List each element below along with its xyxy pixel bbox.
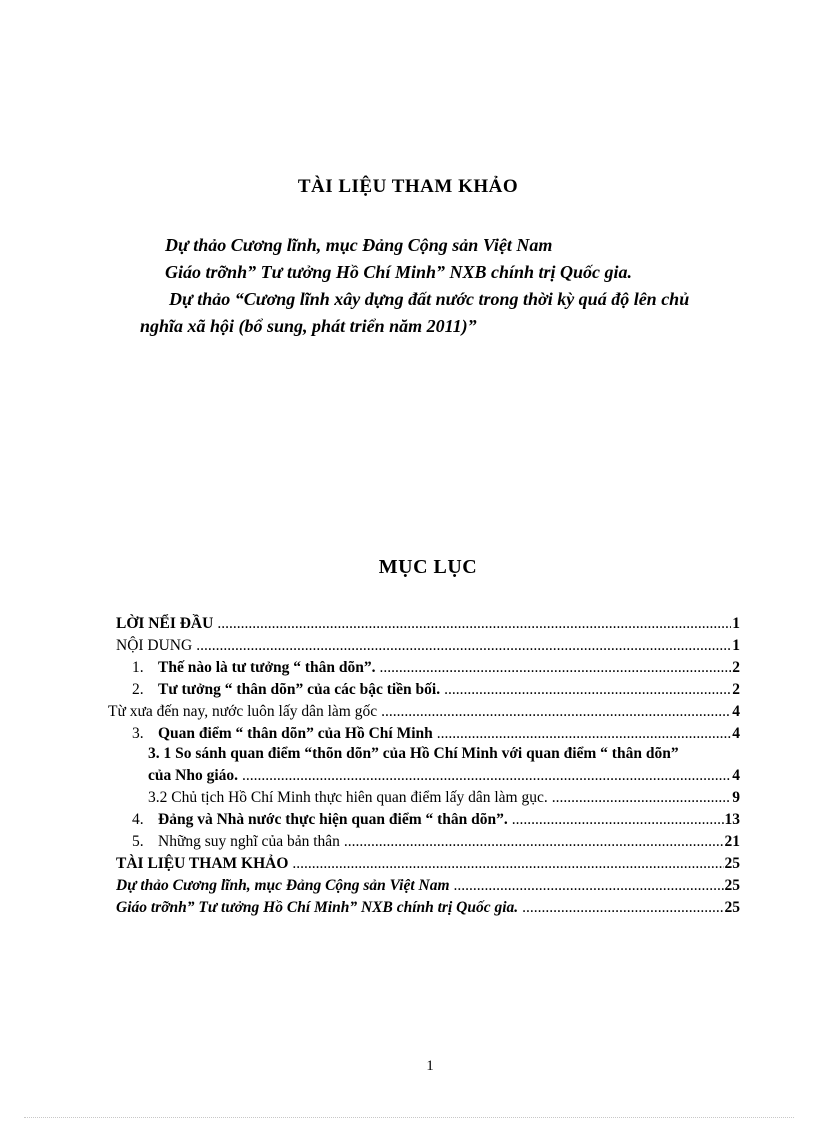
toc-leader-dots: [437, 724, 731, 744]
toc-entry-1[interactable]: [132, 658, 740, 678]
toc-entry-reference-1[interactable]: [116, 876, 740, 896]
toc-leader-dots: [454, 876, 724, 896]
reference-item-3: Dự thảo “Cương lĩnh xây dựng đất nước trong thời kỳ quá độ lên chủ: [169, 289, 690, 309]
page-bottom-divider: [24, 1117, 794, 1118]
toc-entry-text: Đảng và Nhà nước thực hiện quan điểm “ thân dõn”.: [158, 811, 508, 828]
toc-leader-dots: [381, 702, 731, 722]
toc-entry-text: Dự thảo Cương lĩnh, mục Đảng Cộng sản Việt Nam: [116, 877, 450, 894]
references-heading: TÀI LIỆU THAM KHẢO: [297, 176, 519, 197]
toc-entry-page: 4: [732, 767, 740, 784]
toc-entry-4[interactable]: [132, 810, 740, 830]
toc-entry-page: 1: [732, 637, 740, 654]
toc-leader-dots: [344, 832, 724, 852]
toc-entry-page: 13: [724, 811, 740, 828]
toc-entry-number: 4.: [132, 811, 144, 828]
toc-entry-text: LỜI NỂI ĐẦU: [116, 615, 214, 632]
toc-heading: MỤC LỤC: [378, 556, 478, 578]
toc-entry-page: 1: [732, 615, 740, 632]
toc-entry-number: 5.: [132, 833, 144, 850]
toc-entry-page: 25: [724, 877, 740, 894]
reference-item-2: Giáo trỡnh” Tư tưởng Hồ Chí Minh” NXB chính trị Quốc gia.: [165, 262, 633, 282]
toc-entry-number: 3.: [132, 725, 144, 742]
toc-entry-text: 3.2 Chủ tịch Hồ Chí Minh thực hiên quan điểm lấy dân làm gục.: [148, 789, 548, 806]
toc-entry-reference-2[interactable]: [116, 898, 740, 918]
toc-entry-page: 4: [732, 725, 740, 742]
toc-entry-text: Từ xưa đến nay, nước luôn lấy dân làm gốc: [108, 703, 378, 720]
toc-leader-dots: [512, 810, 724, 830]
reference-item-1: Dự thảo Cương lĩnh, mục Đảng Cộng sản Việt Nam: [165, 235, 553, 255]
toc-entry-text: TÀI LIỆU THAM KHẢO: [116, 855, 289, 872]
toc-entry-text: Tư tưởng “ thân dõn” của các bậc tiền bối.: [158, 681, 441, 698]
toc-entry-page: 25: [724, 855, 740, 872]
toc-leader-dots: [196, 636, 731, 656]
toc-entry-text: Những suy nghĩ của bản thân: [158, 833, 340, 850]
toc-leader-dots: [522, 898, 723, 918]
toc-entry-intro[interactable]: [116, 614, 740, 634]
toc-leader-dots: [552, 788, 732, 808]
page-number: 1: [426, 1058, 434, 1074]
toc-entry-text: NỘI DUNG: [116, 637, 193, 654]
toc-entry-text: Giáo trỡnh” Tư tưởng Hồ Chí Minh” NXB chính trị Quốc gia.: [116, 899, 519, 916]
toc-entry-2[interactable]: [132, 680, 740, 700]
toc-entry-text: của Nho giáo.: [148, 767, 238, 784]
toc-entry-page: 9: [732, 789, 740, 806]
toc-entry-references[interactable]: [116, 854, 740, 874]
toc-entry-people-root[interactable]: [108, 702, 740, 722]
toc-entry-3[interactable]: [132, 724, 740, 744]
toc-entry-content[interactable]: [116, 636, 740, 656]
toc-entry-text: Quan điểm “ thân dõn” của Hồ Chí Minh: [158, 725, 433, 742]
toc-entry-number: 2.: [132, 681, 144, 698]
toc-entry-page: 25: [724, 899, 740, 916]
toc-entry-5[interactable]: [132, 832, 740, 852]
toc-leader-dots: [444, 680, 731, 700]
toc-entry-page: 21: [724, 833, 740, 850]
toc-leader-dots: [380, 658, 732, 678]
toc-entry-3-1[interactable]: [148, 766, 740, 786]
toc-entry-3-2[interactable]: [148, 788, 740, 808]
toc-entry-3-1-line1[interactable]: 3. 1 So sánh quan điểm “thõn dõn” của Hồ Chí Minh với quan điểm “ thân dõn”: [148, 745, 679, 762]
toc-entry-page: 2: [732, 681, 740, 698]
reference-item-3-continued: nghĩa xã hội (bổ sung, phát triển năm 2011)”: [140, 316, 477, 336]
toc-leader-dots: [217, 614, 731, 634]
toc-leader-dots: [292, 854, 723, 874]
toc-leader-dots: [242, 766, 731, 786]
toc-entry-text: Thế nào là tư tưởng “ thân dõn”.: [158, 659, 376, 676]
toc-entry-number: 1.: [132, 659, 144, 676]
toc-entry-page: 2: [732, 659, 740, 676]
toc-entry-page: 4: [732, 703, 740, 720]
